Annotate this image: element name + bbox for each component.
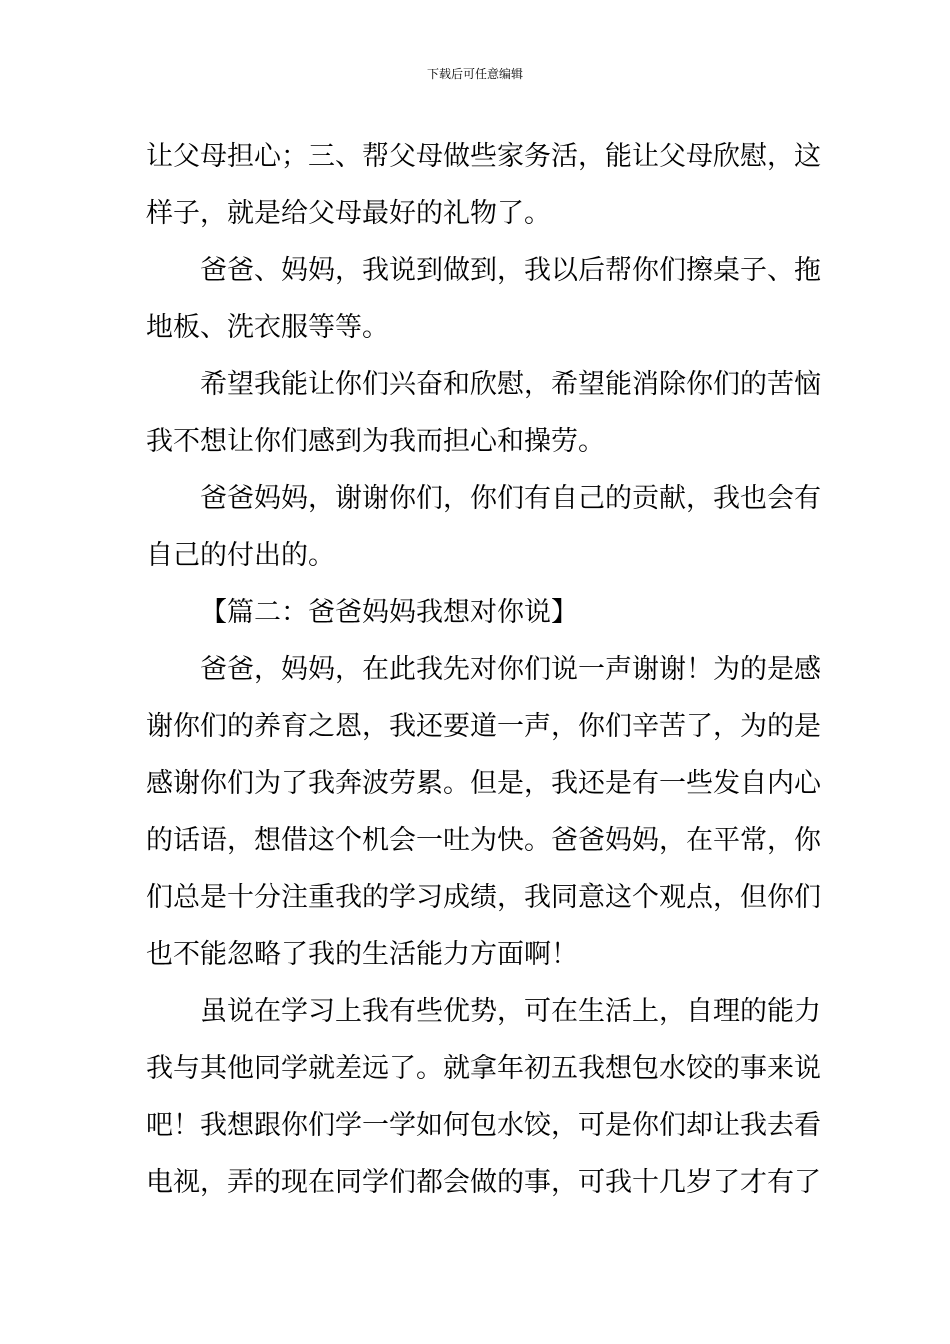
text-line: 地板、洗衣服等等。 [146,312,389,343]
text-line: 也不能忽略了我的生活能力方面啊！ [146,939,578,970]
section-heading: 【篇二：爸爸妈妈我想对你说】 [200,597,578,628]
text-line: 爸爸，妈妈，在此我先对你们说一声谢谢！为的是感 [200,654,821,685]
text-line: 希望我能让你们兴奋和欣慰，希望能消除你们的苦恼 [200,369,821,400]
text-line: 虽说在学习上我有些优势，可在生活上，自理的能力 [200,996,821,1027]
text-line: 自己的付出的。 [146,540,335,571]
text-line: 的话语，想借这个机会一吐为快。爸爸妈妈，在平常，你 [146,825,821,856]
page-header: 下载后可任意编辑 [426,67,523,81]
text-line: 样子，就是给父母最好的礼物了。 [146,198,551,229]
text-line: 吧！我想跟你们学一学如何包水饺，可是你们却让我去看 [146,1110,821,1141]
text-line: 我不想让你们感到为我而担心和操劳。 [146,426,605,457]
text-line: 电视，弄的现在同学们都会做的事，可我十几岁了才有了 [146,1167,821,1198]
text-line: 们总是十分注重我的学习成绩，我同意这个观点，但你们 [146,882,821,913]
text-line: 爸爸妈妈，谢谢你们，你们有自己的贡献，我也会有 [200,483,821,514]
text-line: 感谢你们为了我奔波劳累。但是，我还是有一些发自内心 [146,768,821,799]
text-line: 爸爸、妈妈，我说到做到，我以后帮你们擦桌子、拖 [200,255,821,286]
body-text [146,128,821,1211]
text-line: 谢你们的养育之恩，我还要道一声，你们辛苦了，为的是 [146,711,821,742]
text-line: 让父母担心；三、帮父母做些家务活，能让父母欣慰，这 [146,141,821,172]
text-line: 我与其他同学就差远了。就拿年初五我想包水饺的事来说 [146,1053,821,1084]
